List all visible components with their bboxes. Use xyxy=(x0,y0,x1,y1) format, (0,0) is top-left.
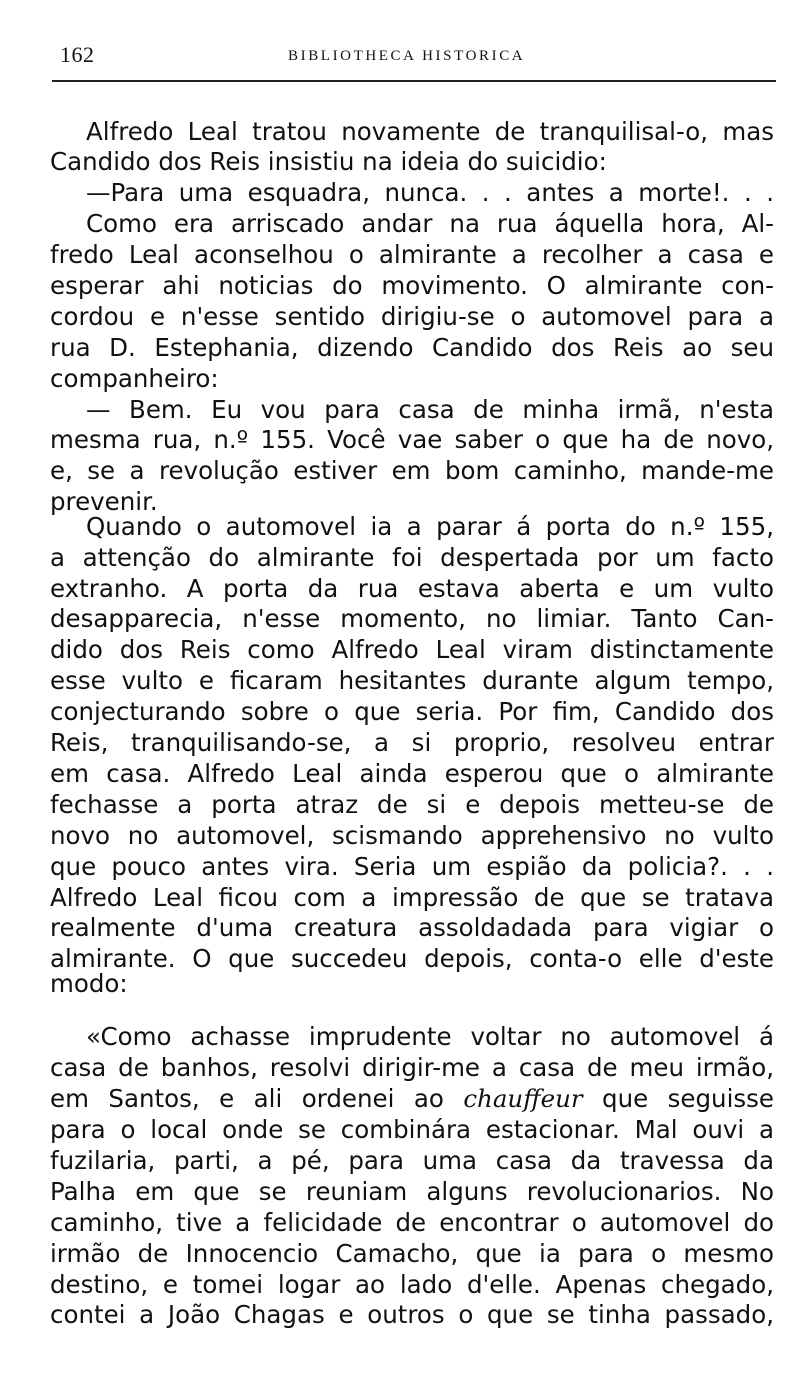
text-line: cordou e n'esse sentido dirigiu-se o automovel para a xyxy=(50,302,774,331)
text-line: rua D. Estephania, dizendo Candido dos Reis ao seu xyxy=(50,333,774,362)
text-line: destino, e tomei logar ao lado d'elle. Apenas chegado, xyxy=(50,1270,774,1299)
text-line: para o local onde se combinára estacionar. Mal ouvi a xyxy=(50,1115,774,1144)
text-fragment: que seguisse xyxy=(602,1084,774,1113)
text-line xyxy=(50,1084,774,1114)
running-title: BIBLIOTHECA HISTORICA xyxy=(288,48,526,64)
text-line: companheiro: xyxy=(50,364,219,393)
text-line: extranho. A porta da rua estava aberta e um vulto xyxy=(50,574,774,603)
text-line: irmão de Innocencio Camacho, que ia para o mesmo xyxy=(50,1239,774,1268)
text-line: conjecturando sobre o que seria. Por fim, Candido dos xyxy=(50,697,774,726)
text-line: contei a João Chagas e outros o que se tinha passado, xyxy=(50,1300,774,1329)
text-line: desapparecia, n'esse momento, no limiar. Tanto Can- xyxy=(50,604,774,633)
text-line: —Para uma esquadra, nunca. . . antes a morte!. . . xyxy=(86,178,774,207)
text-line: novo no automovel, scismando apprehensivo no vulto xyxy=(50,821,774,850)
text-line: esperar ahi noticias do movimento. O almirante con- xyxy=(50,271,774,300)
text-line: Candido dos Reis insistiu na ideia do suicidio: xyxy=(50,147,607,176)
text-line: mesma rua, n.º 155. Você vae saber o que ha de novo, xyxy=(50,425,774,454)
text-line: fechasse a porta atraz de si e depois metteu-se de xyxy=(50,790,774,819)
text-line: Como era arriscado andar na rua áquella hora, Al- xyxy=(86,209,774,238)
text-line: em casa. Alfredo Leal ainda esperou que o almirante xyxy=(50,759,774,788)
text-line: Alfredo Leal tratou novamente de tranquilisal-o, mas xyxy=(86,117,774,146)
text-line: prevenir. xyxy=(50,487,158,516)
text-line: Palha em que se reuniam alguns revolucionarios. No xyxy=(50,1177,774,1206)
text-line: realmente d'uma creatura assoldadada para vigiar o xyxy=(50,913,774,942)
page-number: 162 xyxy=(60,42,95,67)
text-line: Reis, tranquilisando-se, a si proprio, resolveu entrar xyxy=(50,728,774,757)
text-line: Alfredo Leal ficou com a impressão de que se tratava xyxy=(50,883,774,912)
text-line: caminho, tive a felicidade de encontrar o automovel do xyxy=(50,1208,774,1237)
text-line: almirante. O que succedeu depois, conta-o elle d'este xyxy=(50,944,774,973)
text-line: modo: xyxy=(50,969,128,998)
text-line: dido dos Reis como Alfredo Leal viram distinctamente xyxy=(50,635,774,664)
text-line: fuzilaria, parti, a pé, para uma casa da travessa da xyxy=(50,1146,774,1175)
text-line: fredo Leal aconselhou o almirante a recolher a casa e xyxy=(50,240,774,269)
text-line: casa de banhos, resolvi dirigir-me a casa de meu irmão, xyxy=(50,1053,774,1082)
text-line: que pouco antes vira. Seria um espião da policia?. . . xyxy=(50,852,774,881)
text-line: a attenção do almirante foi despertada por um facto xyxy=(50,543,774,572)
text-line: Quando o automovel ia a parar á porta do n.º 155, xyxy=(86,512,774,541)
text-fragment: em Santos, e ali ordenei ao xyxy=(50,1084,444,1113)
text-line: esse vulto e ficaram hesitantes durante algum tempo, xyxy=(50,666,774,695)
text-line: — Bem. Eu vou para casa de minha irmã, n'esta xyxy=(86,395,774,424)
text-line: «Como achasse imprudente voltar no automovel á xyxy=(86,1022,774,1051)
text-line: e, se a revolução estiver em bom caminho, mande-me xyxy=(50,456,774,485)
italic-word: chauffeur xyxy=(463,1084,583,1113)
